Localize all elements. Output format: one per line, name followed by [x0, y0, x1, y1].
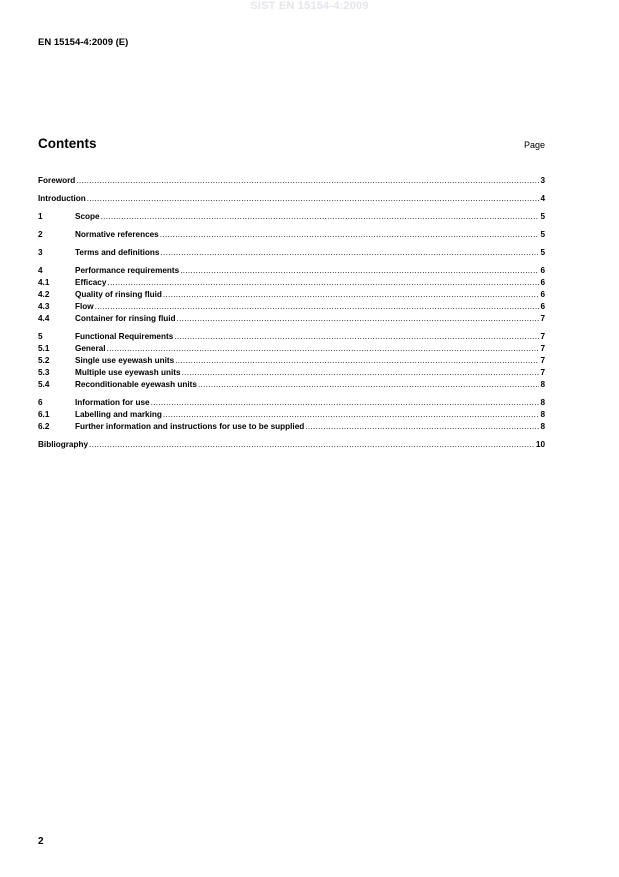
toc-entry-title: Scope	[75, 212, 100, 221]
toc-entry-title: General	[75, 344, 106, 353]
toc-entry-multiple-use-eyewash-units[interactable]	[38, 367, 545, 379]
toc-entry-number: 5	[38, 332, 43, 341]
toc-entry-page: 7	[540, 368, 545, 377]
toc-entry-number: 5.1	[38, 344, 50, 353]
toc-entry-title: Labelling and marking	[75, 410, 162, 419]
toc-entry-title: Flow	[75, 302, 94, 311]
toc-entry-title: Bibliography	[38, 440, 89, 449]
toc-entry-page: 10	[535, 440, 545, 449]
toc-entry-single-use-eyewash-units[interactable]	[38, 355, 545, 367]
toc-entry-number: 1	[38, 212, 43, 221]
toc-entry-title: Terms and definitions	[75, 248, 160, 257]
toc-leader	[107, 277, 539, 289]
watermark: SIST EN 15154-4:2009	[250, 0, 369, 12]
toc-entry-flow[interactable]	[38, 301, 545, 313]
toc-entry-number: 3	[38, 248, 43, 257]
toc-entry-labelling-and-marking[interactable]	[38, 409, 545, 421]
toc-entry-title: Performance requirements	[75, 266, 180, 275]
toc-entry-page: 5	[540, 248, 545, 257]
toc-leader	[101, 211, 540, 223]
toc-entry-number: 4.1	[38, 278, 50, 287]
toc-entry-page: 7	[540, 344, 545, 353]
toc-entry-page: 8	[540, 380, 545, 389]
toc-entry-title: Information for use	[75, 398, 150, 407]
toc-entry-page: 6	[540, 266, 545, 275]
toc-entry-further-information[interactable]	[38, 421, 545, 433]
toc-leader	[160, 247, 539, 259]
toc-entry-scope[interactable]	[38, 211, 545, 223]
toc-entry-number: 4.3	[38, 302, 50, 311]
toc-entry-number: 4	[38, 266, 43, 275]
page-title: Contents	[38, 136, 97, 151]
toc-entry-title: Introduction	[38, 194, 86, 203]
toc-entry-page: 8	[540, 410, 545, 419]
toc-entry-page: 3	[540, 176, 545, 185]
table-of-contents	[38, 175, 545, 451]
toc-entry-number: 6.1	[38, 410, 50, 419]
toc-entry-terms-and-definitions[interactable]	[38, 247, 545, 259]
toc-entry-efficacy[interactable]	[38, 277, 545, 289]
toc-leader	[182, 367, 540, 379]
toc-leader	[305, 421, 539, 433]
toc-entry-information-for-use[interactable]	[38, 397, 545, 409]
toc-entry-number: 6.2	[38, 422, 50, 431]
toc-entry-page: 7	[540, 314, 545, 323]
toc-leader	[174, 331, 539, 343]
page-number: 2	[38, 836, 44, 847]
toc-entry-title: Multiple use eyewash units	[75, 368, 181, 377]
toc-leader	[89, 439, 535, 451]
toc-leader	[95, 301, 540, 313]
toc-entry-reconditionable-eyewash-units[interactable]	[38, 379, 545, 391]
toc-entry-title: Single use eyewash units	[75, 356, 175, 365]
toc-entry-number: 5.2	[38, 356, 50, 365]
toc-entry-quality-of-rinsing-fluid[interactable]	[38, 289, 545, 301]
toc-entry-page: 4	[540, 194, 545, 203]
toc-entry-page: 7	[540, 332, 545, 341]
toc-entry-introduction[interactable]	[38, 193, 545, 205]
document-id-header: EN 15154-4:2009 (E)	[38, 37, 129, 48]
toc-entry-number: 4.4	[38, 314, 50, 323]
toc-entry-page: 6	[540, 302, 545, 311]
toc-leader	[76, 175, 539, 187]
toc-leader	[163, 409, 540, 421]
toc-entry-number: 4.2	[38, 290, 50, 299]
toc-leader	[160, 229, 540, 241]
toc-entry-performance-requirements[interactable]	[38, 265, 545, 277]
toc-entry-page: 7	[540, 356, 545, 365]
toc-entry-title: Foreword	[38, 176, 76, 185]
toc-entry-functional-requirements[interactable]	[38, 331, 545, 343]
page-column-label: Page	[523, 140, 545, 150]
toc-entry-number: 5.3	[38, 368, 50, 377]
toc-entry-general[interactable]	[38, 343, 545, 355]
toc-leader	[151, 397, 540, 409]
toc-leader	[163, 289, 540, 301]
toc-entry-title: Container for rinsing fluid	[75, 314, 176, 323]
toc-entry-title: Efficacy	[75, 278, 107, 287]
toc-entry-title: Normative references	[75, 230, 159, 239]
toc-entry-normative-references[interactable]	[38, 229, 545, 241]
toc-entry-title: Further information and instructions for use to be supplied	[75, 422, 305, 431]
toc-entry-title: Functional Requirements	[75, 332, 174, 341]
toc-entry-page: 8	[540, 422, 545, 431]
toc-entry-page: 6	[540, 278, 545, 287]
toc-entry-page: 8	[540, 398, 545, 407]
toc-entry-page: 6	[540, 290, 545, 299]
toc-leader	[198, 379, 540, 391]
toc-entry-title: Quality of rinsing fluid	[75, 290, 162, 299]
toc-leader	[107, 343, 540, 355]
toc-entry-number: 2	[38, 230, 43, 239]
toc-leader	[175, 355, 539, 367]
toc-entry-title: Reconditionable eyewash units	[75, 380, 197, 389]
toc-leader	[180, 265, 539, 277]
toc-entry-page: 5	[540, 230, 545, 239]
toc-entry-page: 5	[540, 212, 545, 221]
toc-leader	[87, 193, 540, 205]
toc-entry-bibliography[interactable]	[38, 439, 545, 451]
toc-leader	[177, 313, 540, 325]
toc-entry-foreword[interactable]	[38, 175, 545, 187]
toc-entry-container-for-rinsing-fluid[interactable]	[38, 313, 545, 325]
toc-entry-number: 6	[38, 398, 43, 407]
toc-entry-number: 5.4	[38, 380, 50, 389]
